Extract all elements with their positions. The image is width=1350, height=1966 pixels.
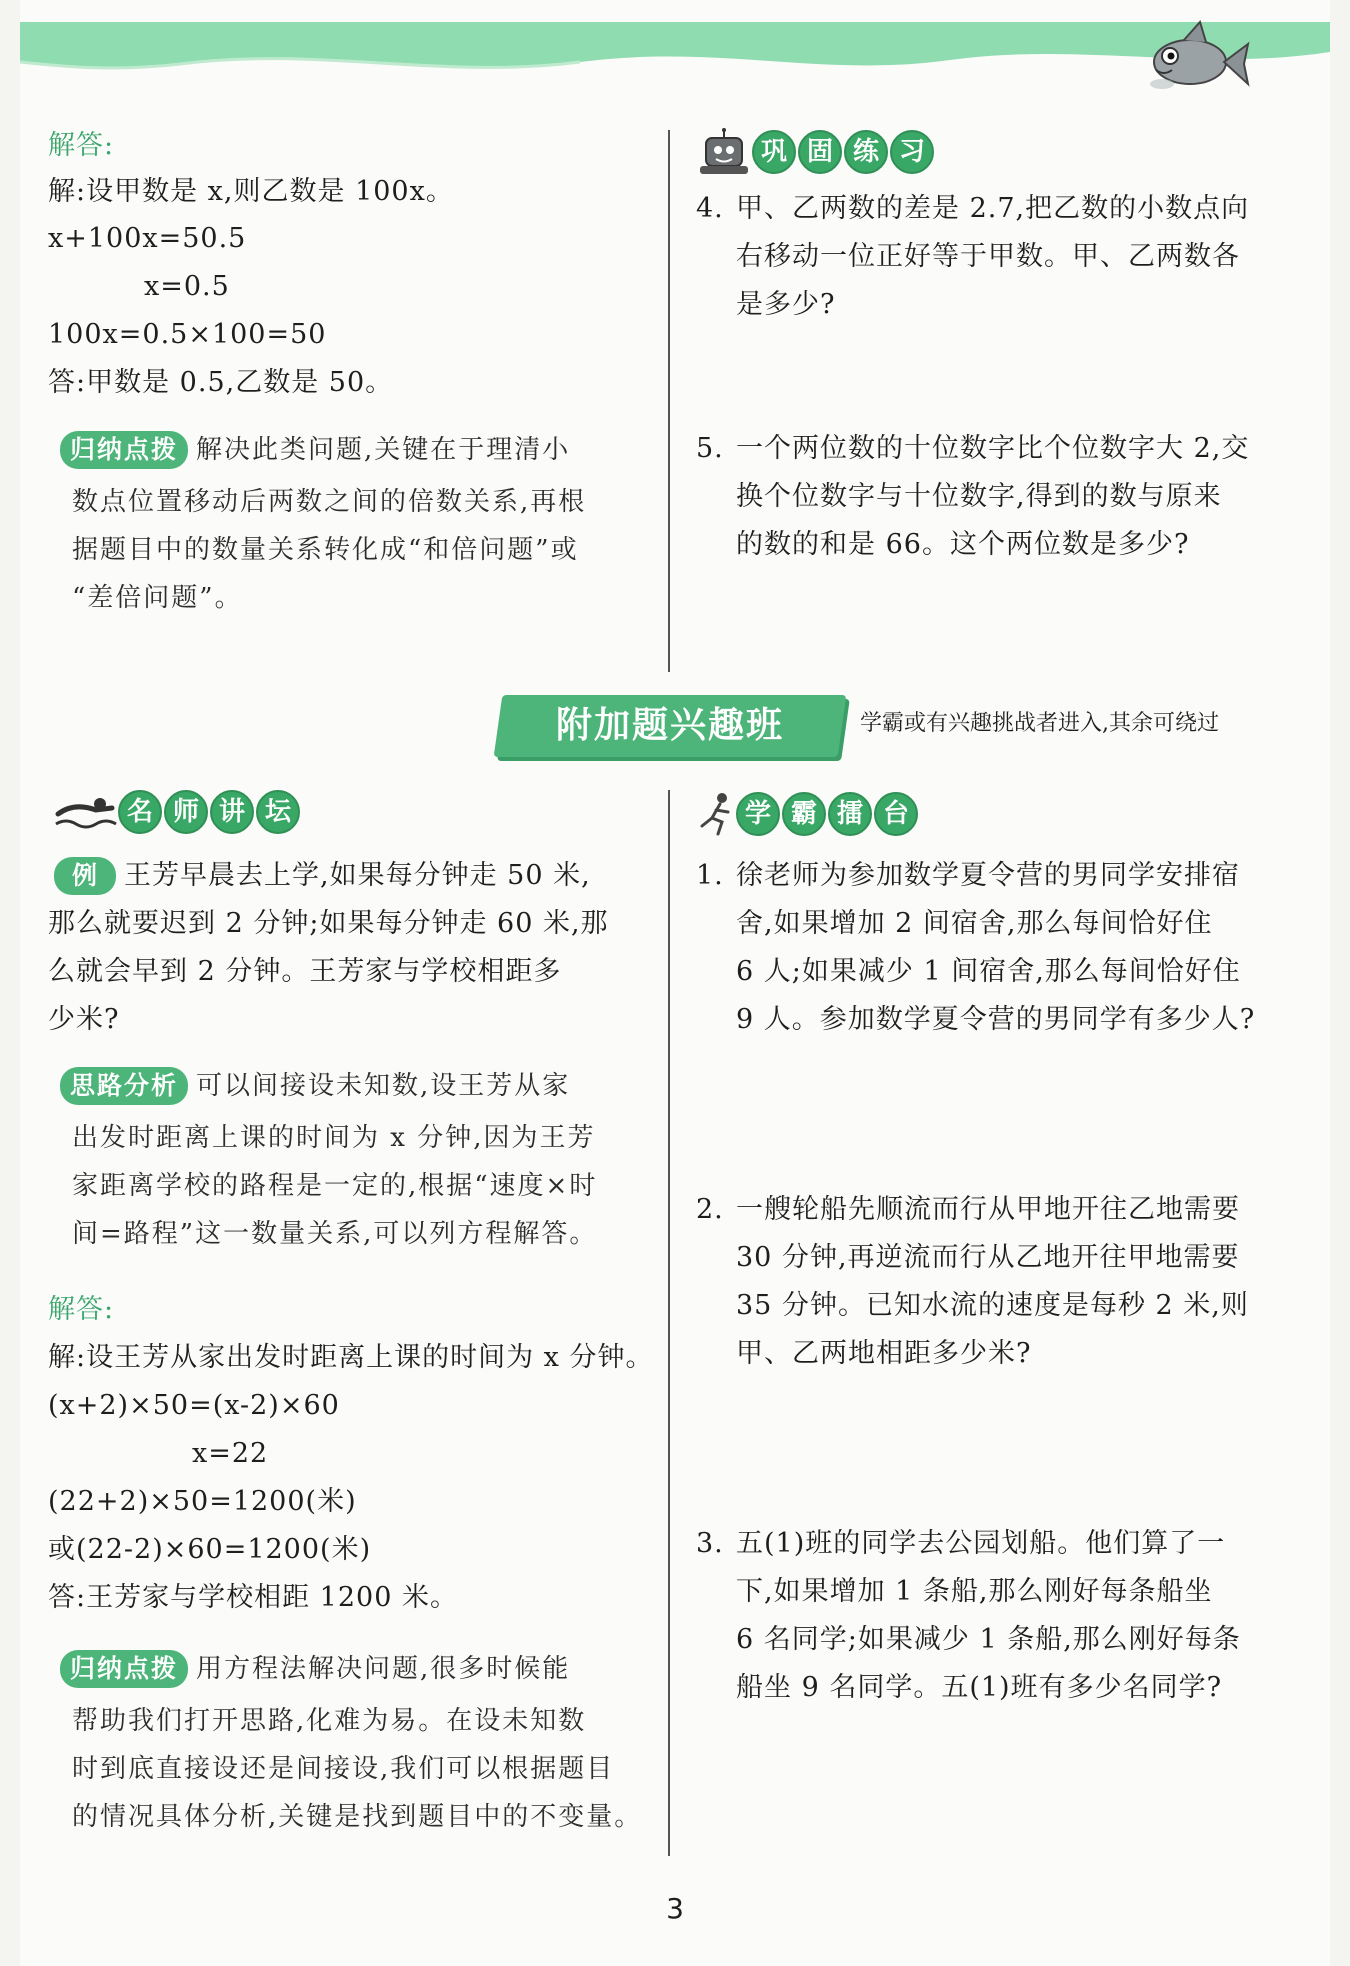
question-line: 35 分钟。已知水流的速度是每秒 2 米,则 bbox=[736, 1290, 1249, 1321]
summary-line: 数点位置移动后两数之间的倍数关系,再根 bbox=[72, 487, 587, 517]
analysis-line: 间=路程”这一数量关系,可以列方程解答。 bbox=[72, 1219, 598, 1249]
question-line: 6 人;如果减少 1 间宿舍,那么每间恰好住 bbox=[736, 956, 1241, 987]
header-wave-band bbox=[20, 22, 1330, 82]
question-line: 一个两位数的十位数字比个位数字大 2,交 bbox=[736, 433, 1250, 464]
question-number: 1. bbox=[696, 860, 724, 891]
solution-line: 解:设王芳从家出发时距离上课的时间为 x 分钟。 bbox=[48, 1342, 654, 1373]
answer-label: 解答: bbox=[48, 130, 115, 161]
question-line: 舍,如果增加 2 间宿舍,那么每间恰好住 bbox=[736, 908, 1213, 939]
section-heading-challenge bbox=[696, 792, 920, 836]
question-number: 2. bbox=[696, 1194, 724, 1225]
column-divider bbox=[668, 790, 670, 1856]
column-divider bbox=[668, 130, 670, 672]
question-line: 6 名同学;如果减少 1 条船,那么刚好每条 bbox=[736, 1624, 1241, 1655]
heading-char: 擂 bbox=[828, 792, 872, 836]
solution-line: x=0.5 bbox=[144, 271, 230, 302]
summary-line: 的情况具体分析,关键是找到题目中的不变量。 bbox=[72, 1802, 643, 1832]
example-line: 么就会早到 2 分钟。王芳家与学校相距多 bbox=[48, 956, 562, 987]
solution-line: (x+2)×50=(x-2)×60 bbox=[48, 1390, 340, 1421]
question-line: 右移动一位正好等于甲数。甲、乙两数各 bbox=[736, 241, 1240, 272]
question-number: 4. bbox=[696, 193, 724, 224]
example-line: 少米? bbox=[48, 1004, 120, 1035]
summary-line: 时到底直接设还是间接设,我们可以根据题目 bbox=[72, 1754, 615, 1784]
bonus-banner-note: 学霸或有兴趣挑战者进入,其余可绕过 bbox=[860, 711, 1219, 736]
analysis-line: 家距离学校的路程是一定的,根据“速度×时 bbox=[72, 1171, 598, 1201]
runner-icon bbox=[696, 792, 736, 836]
summary-line: “差倍问题”。 bbox=[72, 583, 243, 613]
solution-line: 或(22-2)×60=1200(米) bbox=[48, 1534, 372, 1565]
solution-line: (22+2)×50=1200(米) bbox=[48, 1486, 357, 1517]
heading-char: 台 bbox=[874, 792, 918, 836]
question-line: 甲、乙两地相距多少米? bbox=[736, 1338, 1032, 1369]
section-heading-practice bbox=[696, 128, 936, 176]
question-number: 3. bbox=[696, 1528, 724, 1559]
analysis-line: 出发时距离上课的时间为 x 分钟,因为王芳 bbox=[72, 1123, 596, 1153]
heading-char: 习 bbox=[890, 130, 934, 174]
heading-char: 巩 bbox=[752, 130, 796, 174]
heading-char: 霸 bbox=[782, 792, 826, 836]
solution-line: x+100x=50.5 bbox=[48, 223, 247, 254]
heading-char: 学 bbox=[736, 792, 780, 836]
analysis-tag: 思路分析 bbox=[60, 1067, 188, 1105]
summary-line: 归纳点拨 解决此类问题,关键在于理清小 bbox=[60, 426, 570, 474]
heading-char: 师 bbox=[164, 790, 208, 834]
bonus-banner-title: 附加题兴趣班 bbox=[555, 705, 784, 746]
swimmer-icon bbox=[54, 792, 118, 832]
example-line: 例 王芳早晨去上学,如果每分钟走 50 米, bbox=[54, 852, 591, 900]
heading-char: 讲 bbox=[210, 790, 254, 834]
page bbox=[20, 0, 1330, 1966]
question-line: 徐老师为参加数学夏令营的男同学安排宿 bbox=[736, 860, 1240, 891]
question-line: 换个位数字与十位数字,得到的数与原来 bbox=[736, 481, 1222, 512]
summary-tag: 归纳点拨 bbox=[60, 1650, 188, 1688]
question-line: 一艘轮船先顺流而行从甲地开往乙地需要 bbox=[736, 1194, 1240, 1225]
heading-char: 名 bbox=[118, 790, 162, 834]
question-line: 五(1)班的同学去公园划船。他们算了一 bbox=[736, 1528, 1226, 1559]
question-line: 30 分钟,再逆流而行从乙地开往甲地需要 bbox=[736, 1242, 1240, 1273]
summary-tag: 归纳点拨 bbox=[60, 431, 188, 469]
question-line: 船坐 9 名同学。五(1)班有多少名同学? bbox=[736, 1672, 1223, 1703]
solution-line: 解:设甲数是 x,则乙数是 100x。 bbox=[48, 176, 454, 207]
question-line: 是多少? bbox=[736, 289, 836, 320]
heading-char: 练 bbox=[844, 130, 888, 174]
solution-line: 答:王芳家与学校相距 1200 米。 bbox=[48, 1582, 458, 1613]
question-line: 甲、乙两数的差是 2.7,把乙数的小数点向 bbox=[736, 193, 1250, 224]
example-tag: 例 bbox=[54, 857, 116, 895]
analysis-line: 思路分析 可以间接设未知数,设王芳从家 bbox=[60, 1062, 570, 1110]
example-line: 那么就要迟到 2 分钟;如果每分钟走 60 米,那 bbox=[48, 908, 609, 939]
fish-icon bbox=[1140, 18, 1250, 98]
question-number: 5. bbox=[696, 433, 724, 464]
answer-label: 解答: bbox=[48, 1294, 115, 1325]
question-line: 的数的和是 66。这个两位数是多少? bbox=[736, 529, 1190, 560]
summary-line: 帮助我们打开思路,化难为易。在设未知数 bbox=[72, 1706, 587, 1736]
heading-char: 坛 bbox=[256, 790, 300, 834]
question-line: 9 人。参加数学夏令营的男同学有多少人? bbox=[736, 1004, 1256, 1035]
section-heading-teacher bbox=[54, 790, 302, 834]
page-number: 3 bbox=[666, 1892, 684, 1925]
robot-icon bbox=[696, 128, 752, 176]
solution-line: x=22 bbox=[192, 1438, 269, 1469]
solution-line: 100x=0.5×100=50 bbox=[48, 319, 327, 350]
heading-char: 固 bbox=[798, 130, 842, 174]
summary-line: 归纳点拨 用方程法解决问题,很多时候能 bbox=[60, 1645, 570, 1693]
solution-line: 答:甲数是 0.5,乙数是 50。 bbox=[48, 367, 394, 398]
summary-line: 据题目中的数量关系转化成“和倍问题”或 bbox=[72, 535, 579, 565]
question-line: 下,如果增加 1 条船,那么刚好每条船坐 bbox=[736, 1576, 1213, 1607]
